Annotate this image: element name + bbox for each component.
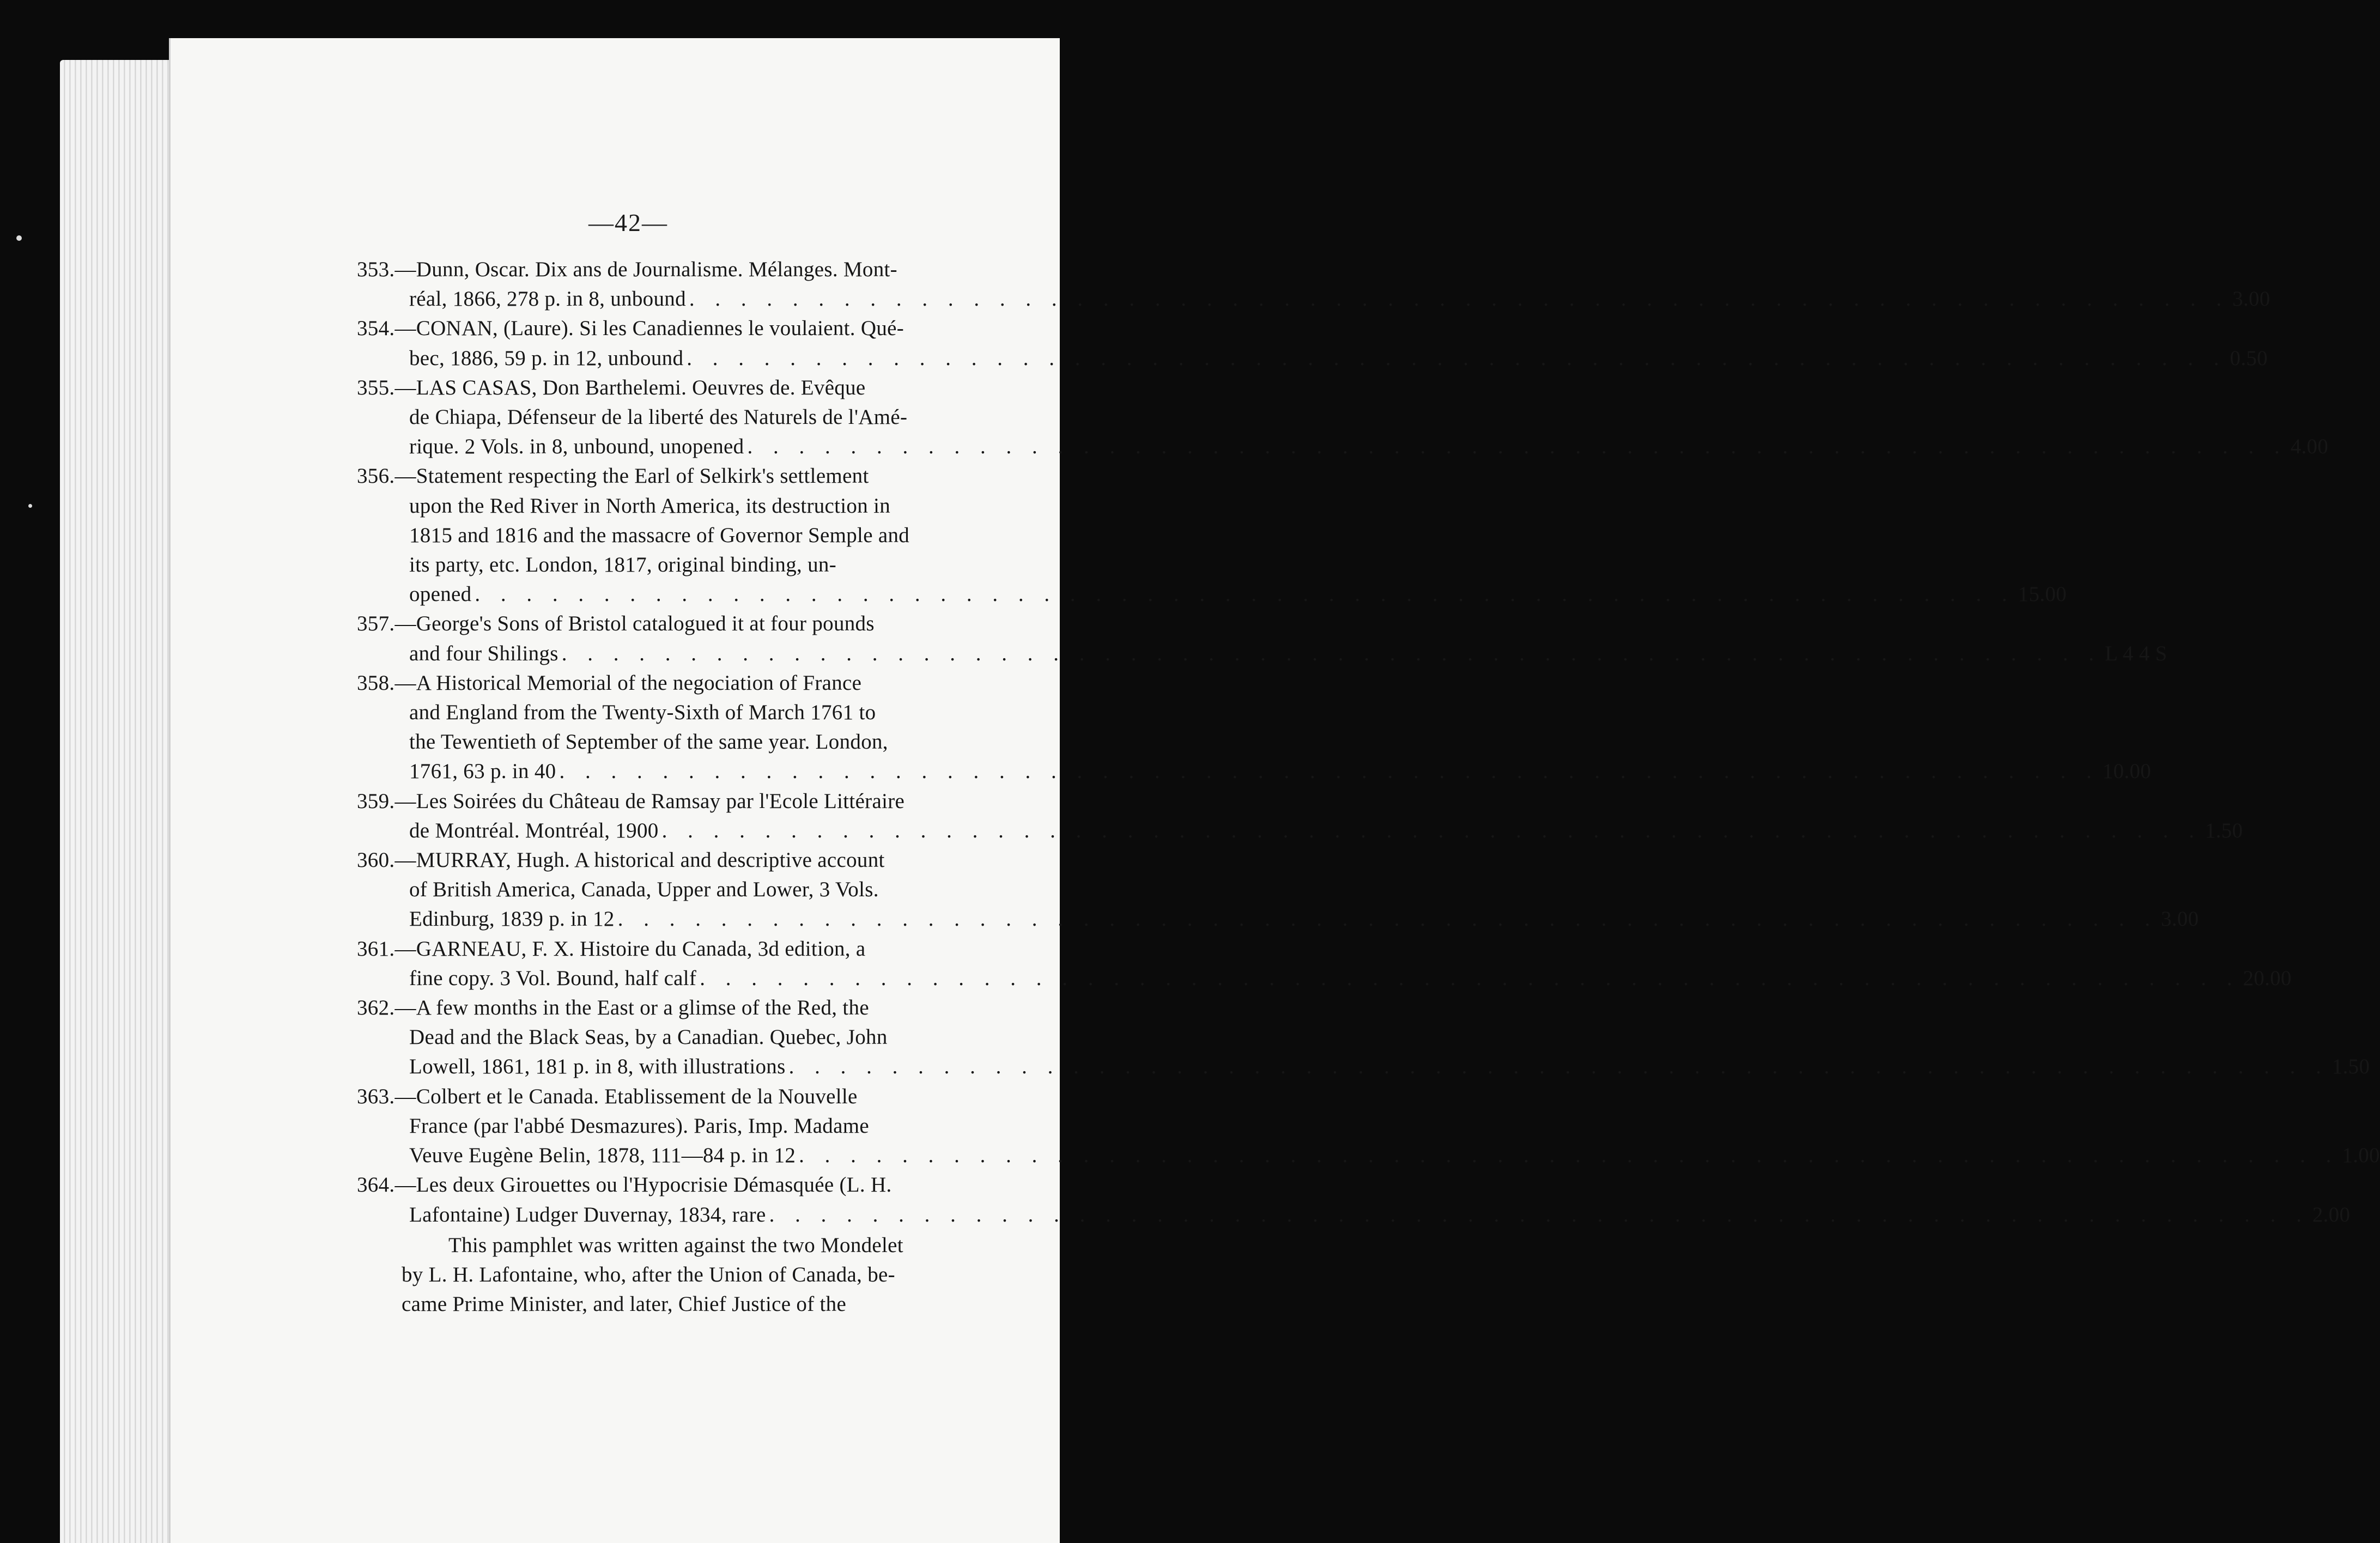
entry-price: 10.00: [2102, 760, 2151, 783]
entry-text: 360.—MURRAY, Hugh. A historical and descriptive account: [357, 848, 885, 872]
entry-line: [357, 846, 1008, 875]
catalogue-entry: [357, 846, 2199, 934]
note-line: came Prime Minister, and later, Chief Justice of the: [402, 1292, 847, 1316]
entry-price: 3.00: [2232, 287, 2270, 311]
catalogue-entry: [357, 314, 2268, 373]
entry-text: Edinburg, 1839 p. in 12: [409, 907, 615, 931]
entry-line: [357, 904, 2199, 934]
dot-leader: . . . . . . . . . . . . . . . . . . . . . . . . . . . . . . . . . . . . . . . . . . . . . . . . . . . . . . . . . . . .: [559, 760, 2099, 783]
entry-text: de Montréal. Montréal, 1900: [409, 818, 659, 842]
entry-text: fine copy. 3 Vol. Bound, half calf: [409, 966, 697, 990]
catalogue-entry: [357, 461, 2067, 609]
entry-price: 1.50: [2332, 1055, 2370, 1079]
entry-line: [357, 580, 2067, 609]
entry-line: [357, 1141, 2380, 1170]
entry-line: [357, 1082, 1008, 1111]
entry-text: of British America, Canada, Upper and Lower, 3 Vols.: [409, 878, 879, 902]
entry-text: de Chiapa, Défenseur de la liberté des Naturels de l'Amé-: [409, 405, 908, 429]
dot-leader: . . . . . . . . . . . . . . . . . . . . . . . . . . . . . . . . . . . . . . . . . . . . . . . . . . . . . . . . . . . .: [747, 435, 2287, 459]
entry-line: [357, 1200, 2351, 1230]
note-line: This pamphlet was written against the two Mondelet: [448, 1233, 903, 1257]
entry-line: [357, 875, 1008, 904]
entry-line: [357, 1023, 1008, 1052]
entry-text: Lowell, 1861, 181 p. in 8, with illustrations: [409, 1055, 786, 1079]
entry-line: [357, 1111, 1008, 1141]
dust-speck: [16, 235, 22, 241]
dot-leader: . . . . . . . . . . . . . . . . . . . . . . . . . . . . . . . . . . . . . . . . . . . . . . . . . . . . . . . . . . . .: [475, 582, 2015, 606]
entry-text: bec, 1886, 59 p. in 12, unbound: [409, 346, 684, 370]
dot-leader: . . . . . . . . . . . . . . . . . . . . . . . . . . . . . . . . . . . . . . . . . . . . . . . . . . . . . . . . . . . .: [700, 966, 2240, 990]
entry-price: 20.00: [2243, 966, 2292, 990]
dust-speck: [28, 504, 32, 508]
dot-leader: . . . . . . . . . . . . . . . . . . . . . . . . . . . . . . . . . . . . . . . . . . . . . . . . . . . . . . . . . . . .: [661, 818, 2202, 842]
entry-text: opened: [409, 582, 472, 606]
entry-line: [357, 344, 2268, 373]
entry-line: [357, 816, 2243, 846]
entry-line: [357, 698, 1008, 727]
entry-text: 1815 and 1816 and the massacre of Governor Semple and: [409, 523, 910, 547]
entry-line: [357, 964, 2292, 993]
entry-line: [357, 255, 1008, 284]
entry-line: [357, 639, 2168, 669]
entry-text: Dead and the Black Seas, by a Canadian. Quebec, John: [409, 1025, 888, 1049]
entry-line: [357, 550, 1008, 580]
entry-text: and England from the Twenty-Sixth of March 1761 to: [409, 701, 876, 725]
dot-leader: . . . . . . . . . . . . . . . . . . . . . . . . . . . . . . . . . . . . . . . . . . . . . . . . . . . . . . . . . . . .: [799, 1144, 2339, 1168]
dot-leader: . . . . . . . . . . . . . . . . . . . . . . . . . . . . . . . . . . . . . . . . . . . . . . . . . . . . . . . . . . . .: [769, 1202, 2309, 1226]
entry-text: réal, 1866, 278 p. in 8, unbound: [409, 287, 686, 311]
entry-line: [357, 727, 1008, 757]
entry-text: 363.—Colbert et le Canada. Etablissement de la Nouvelle: [357, 1084, 858, 1108]
entry-line: [357, 403, 1008, 432]
entry-text: France (par l'abbé Desmazures). Paris, Imp. Madame: [409, 1114, 869, 1138]
catalogue-entry: [357, 787, 2243, 846]
entry-text: its party, etc. London, 1817, original binding, un-: [409, 553, 836, 577]
entry-price: 0.50: [2230, 346, 2268, 370]
entry-line: [357, 491, 1008, 521]
entry-text: rique. 2 Vols. in 8, unbound, unopened: [409, 435, 744, 459]
dot-leader: . . . . . . . . . . . . . . . . . . . . . . . . . . . . . . . . . . . . . . . . . . . . . . . . . . . . . . . . . . . .: [617, 907, 2158, 931]
entry-text: 356.—Statement respecting the Earl of Selkirk's settlement: [357, 464, 869, 488]
entry-line: [357, 609, 1008, 639]
entry-price: 1.50: [2205, 818, 2243, 842]
entry-price: 2.00: [2312, 1202, 2351, 1226]
entry-line: [357, 787, 1008, 816]
catalogue-entries: [357, 255, 2380, 1319]
catalogue-entry: [357, 373, 2329, 462]
entry-note: [357, 1231, 1008, 1320]
entry-line: [357, 1170, 1008, 1200]
entry-text: and four Shilings: [409, 641, 558, 665]
page-edges: [60, 60, 169, 1543]
entry-text: 358.—A Historical Memorial of the negociation of France: [357, 671, 862, 695]
entry-price: 1.00: [2342, 1144, 2380, 1168]
dot-leader: . . . . . . . . . . . . . . . . . . . . . . . . . . . . . . . . . . . . . . . . . . . . . . . . . . . . . . . . . . . .: [689, 287, 2230, 311]
entry-text: 355.—LAS CASAS, Don Barthelemi. Oeuvres de. Evêque: [357, 375, 866, 399]
note-line: by L. H. Lafontaine, who, after the Union of Canada, be-: [402, 1262, 895, 1286]
entry-line: [357, 461, 1008, 491]
entry-line: [357, 993, 1008, 1023]
catalogue-entry: [357, 1170, 2351, 1229]
entry-text: Lafontaine) Ludger Duvernay, 1834, rare: [409, 1202, 766, 1226]
page-number: —42—: [588, 209, 668, 236]
entry-text: upon the Red River in North America, its destruction in: [409, 494, 891, 518]
catalogue-entry: [357, 993, 2370, 1082]
entry-text: 364.—Les deux Girouettes ou l'Hypocrisie Démasquée (L. H.: [357, 1173, 892, 1197]
entry-line: [357, 521, 1008, 550]
catalogue-entry: [357, 609, 2168, 668]
entry-line: [357, 1052, 2370, 1082]
entry-text: 1761, 63 p. in 40: [409, 760, 556, 783]
entry-text: 359.—Les Soirées du Château de Ramsay par l'Ecole Littéraire: [357, 789, 905, 813]
catalogue-entry: [357, 934, 2292, 993]
entry-price: 4.00: [2290, 435, 2329, 459]
entry-price: 3.00: [2160, 907, 2199, 931]
entry-text: the Tewentieth of September of the same year. London,: [409, 730, 888, 754]
entry-text: 362.—A few months in the East or a glimse of the Red, the: [357, 996, 869, 1020]
catalogue-entry: [357, 255, 2270, 314]
entry-text: Veuve Eugène Belin, 1878, 111—84 p. in 12: [409, 1144, 796, 1168]
entry-line: [357, 373, 1008, 403]
entry-text: 354.—CONAN, (Laure). Si les Canadiennes le voulaient. Qué-: [357, 317, 904, 341]
entry-line: [357, 934, 1008, 964]
entry-price: 15.00: [2018, 582, 2067, 606]
dot-leader: . . . . . . . . . . . . . . . . . . . . . . . . . . . . . . . . . . . . . . . . . . . . . . . . . . . . . . . . . . . .: [788, 1055, 2329, 1079]
entry-line: [357, 757, 2151, 786]
entry-text: 353.—Dunn, Oscar. Dix ans de Journalisme. Mélanges. Mont-: [357, 258, 897, 281]
entry-text: 357.—George's Sons of Bristol catalogued it at four pounds: [357, 612, 875, 636]
entry-line: [357, 284, 2270, 314]
entry-line: [357, 669, 1008, 698]
entry-text: 361.—GARNEAU, F. X. Histoire du Canada, 3d edition, a: [357, 937, 866, 961]
dot-leader: . . . . . . . . . . . . . . . . . . . . . . . . . . . . . . . . . . . . . . . . . . . . . . . . . . . . . . . . . . . .: [687, 346, 2227, 370]
catalogue-entry: [357, 1082, 2380, 1171]
entry-price: L 4 4 S: [2105, 641, 2168, 665]
entry-line: [357, 432, 2329, 461]
dot-leader: . . . . . . . . . . . . . . . . . . . . . . . . . . . . . . . . . . . . . . . . . . . . . . . . . . . . . . . . . . . .: [561, 641, 2102, 665]
catalogue-entry: [357, 669, 2151, 787]
entry-line: [357, 314, 1008, 343]
